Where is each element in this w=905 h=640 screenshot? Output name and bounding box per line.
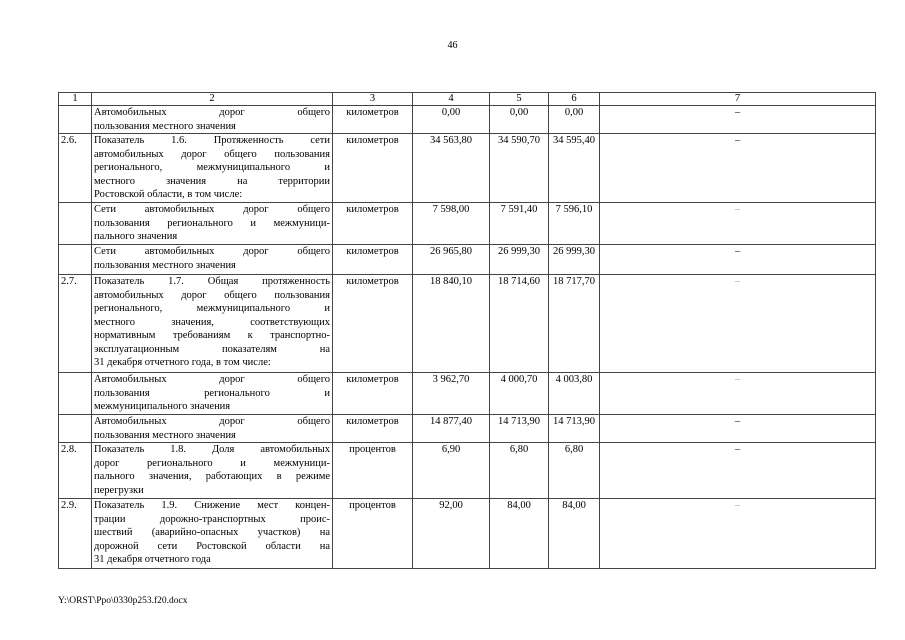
- description-line: Автомобильных дорог общего: [94, 416, 330, 427]
- description-line: пользования регионального и межмуници-: [94, 217, 330, 229]
- row-value-col6: 4 003,80: [549, 373, 600, 415]
- row-value-col6: 0,00: [549, 106, 600, 134]
- description-line: нормативным требованиям к транспортно-: [94, 330, 330, 341]
- row-unit: километров: [333, 415, 413, 443]
- table-row: [59, 373, 876, 415]
- row-number: 2.8.: [59, 443, 92, 499]
- description-line: местного значения, соответствующих: [94, 316, 330, 328]
- row-description: [92, 203, 333, 245]
- row-description: [92, 106, 333, 134]
- row-value-col4: 0,00: [413, 106, 490, 134]
- table-row: [59, 499, 876, 569]
- description-line: пользования местного значения: [94, 259, 236, 271]
- description-line: 31 декабря отчетного года: [94, 554, 211, 565]
- row-number: [59, 415, 92, 443]
- row-value-col4: 34 563,80: [413, 134, 490, 203]
- row-value-col6: 14 713,90: [549, 415, 600, 443]
- description-line: Показатель 1.6. Протяженность сети: [94, 135, 330, 146]
- description-line: перегрузки: [94, 484, 144, 496]
- row-description: [92, 245, 333, 275]
- row-value-col4: 6,90: [413, 443, 490, 499]
- table-row: [59, 245, 876, 275]
- row-value-col5: 7 591,40: [490, 203, 549, 245]
- row-unit: километров: [333, 245, 413, 275]
- description-line: Показатель 1.8. Доля автомобильных: [94, 444, 330, 455]
- table-row: [59, 106, 876, 134]
- row-description: [92, 499, 333, 569]
- row-unit: километров: [333, 203, 413, 245]
- row-number: 2.6.: [59, 134, 92, 203]
- row-value-col6: 26 999,30: [549, 245, 600, 275]
- row-value-col6: 6,80: [549, 443, 600, 499]
- table-row: [59, 275, 876, 373]
- row-note: –: [600, 443, 876, 499]
- table-row: [59, 134, 876, 203]
- row-number: [59, 106, 92, 134]
- header-cell-3: 3: [333, 93, 413, 106]
- row-value-col5: 18 714,60: [490, 275, 549, 373]
- row-value-col6: 34 595,40: [549, 134, 600, 203]
- row-value-col4: 14 877,40: [413, 415, 490, 443]
- row-note: –: [600, 106, 876, 134]
- row-value-col5: 14 713,90: [490, 415, 549, 443]
- row-unit: километров: [333, 275, 413, 373]
- row-value-col5: 84,00: [490, 499, 549, 569]
- description-line: шествий (аварийно-опасных участков) на: [94, 527, 330, 538]
- row-note: –: [600, 134, 876, 203]
- row-value-col5: 6,80: [490, 443, 549, 499]
- description-line: пального значения, работающих в режиме: [94, 471, 330, 482]
- row-value-col5: 4 000,70: [490, 373, 549, 415]
- description-line: Автомобильных дорог общего: [94, 374, 330, 385]
- row-value-col6: 7 596,10: [549, 203, 600, 245]
- header-cell-2: 2: [92, 93, 333, 106]
- row-description: [92, 134, 333, 203]
- row-note: –: [600, 245, 876, 275]
- row-unit: процентов: [333, 443, 413, 499]
- header-cell-5: 5: [490, 93, 549, 106]
- description-line: Сети автомобильных дорог общего: [94, 204, 330, 215]
- row-description: [92, 415, 333, 443]
- table-header-row: [59, 93, 876, 106]
- description-line: пользования регионального и: [94, 387, 330, 399]
- description-line: Автомобильных дорог общего: [94, 107, 330, 118]
- table-row: [59, 203, 876, 245]
- row-unit: процентов: [333, 499, 413, 569]
- row-note: –: [600, 275, 876, 373]
- row-number: 2.9.: [59, 499, 92, 569]
- description-line: автомобильных дорог общего пользования: [94, 148, 330, 160]
- row-description: [92, 443, 333, 499]
- row-unit: километров: [333, 373, 413, 415]
- row-value-col6: 84,00: [549, 499, 600, 569]
- table-row: [59, 415, 876, 443]
- description-line: эксплуатационным показателям на: [94, 343, 330, 355]
- row-value-col5: 0,00: [490, 106, 549, 134]
- row-number: [59, 373, 92, 415]
- description-line: пального значения: [94, 231, 178, 242]
- description-line: дорожной сети Ростовской области на: [94, 540, 330, 552]
- description-line: местного значения на территории: [94, 175, 330, 187]
- row-value-col4: 26 965,80: [413, 245, 490, 275]
- description-line: регионального, межмуниципального и: [94, 162, 330, 173]
- row-value-col4: 7 598,00: [413, 203, 490, 245]
- file-path-footer: Y:\ORST\Ppo\0330p253.f20.docx: [58, 596, 188, 606]
- row-note: –: [600, 499, 876, 569]
- header-cell-1: 1: [59, 93, 92, 106]
- description-line: 31 декабря отчетного года, в том числе:: [94, 357, 271, 368]
- row-description: [92, 275, 333, 373]
- row-note: –: [600, 373, 876, 415]
- table-row: [59, 443, 876, 499]
- row-note: –: [600, 415, 876, 443]
- description-line: пользования местного значения: [94, 429, 236, 441]
- header-cell-6: 6: [549, 93, 600, 106]
- header-cell-7: 7: [600, 93, 876, 106]
- row-unit: километров: [333, 106, 413, 134]
- row-value-col5: 26 999,30: [490, 245, 549, 275]
- indicators-table: [58, 92, 876, 569]
- header-cell-4: 4: [413, 93, 490, 106]
- description-line: Показатель 1.7. Общая протяженность: [94, 276, 330, 287]
- page-number: 46: [447, 40, 458, 51]
- description-line: регионального, межмуниципального и: [94, 303, 330, 314]
- row-value-col4: 3 962,70: [413, 373, 490, 415]
- row-value-col4: 92,00: [413, 499, 490, 569]
- row-note: –: [600, 203, 876, 245]
- description-line: Показатель 1.9. Снижение мест концен-: [94, 500, 330, 511]
- description-line: дорог регионального и межмуници-: [94, 457, 330, 469]
- description-line: трации дорожно-транспортных проис-: [94, 513, 330, 525]
- row-number: 2.7.: [59, 275, 92, 373]
- row-number: [59, 203, 92, 245]
- description-line: пользования местного значения: [94, 120, 236, 132]
- row-number: [59, 245, 92, 275]
- description-line: межмуниципального значения: [94, 401, 231, 412]
- description-line: Сети автомобильных дорог общего: [94, 246, 330, 257]
- description-line: автомобильных дорог общего пользования: [94, 289, 330, 301]
- row-value-col4: 18 840,10: [413, 275, 490, 373]
- row-description: [92, 373, 333, 415]
- description-line: Ростовской области, в том числе:: [94, 189, 243, 200]
- row-unit: километров: [333, 134, 413, 203]
- row-value-col6: 18 717,70: [549, 275, 600, 373]
- row-value-col5: 34 590,70: [490, 134, 549, 203]
